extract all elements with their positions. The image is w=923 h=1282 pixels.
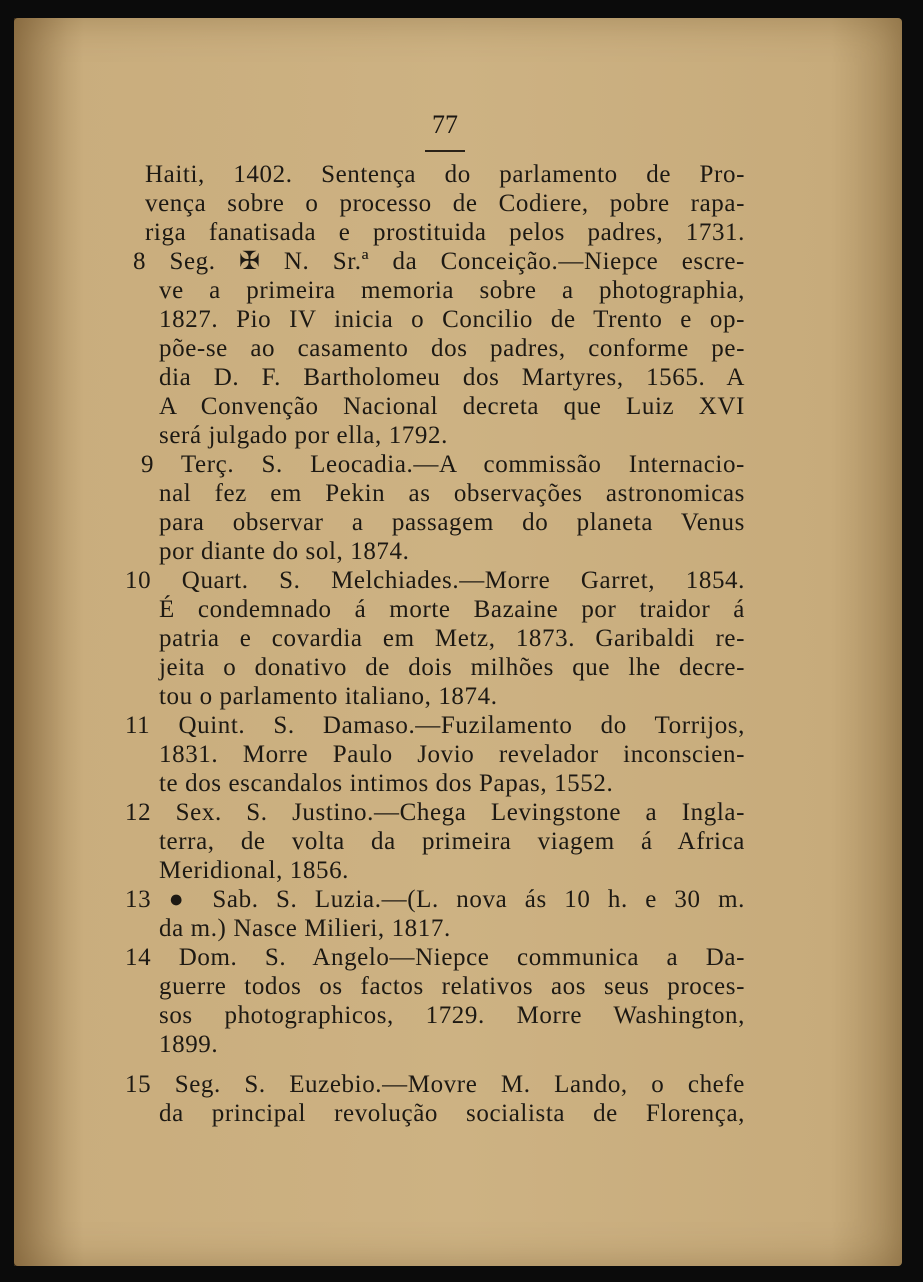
header-rule [425,150,465,152]
text-line: vença sobre o processo de Codiere, pobre rapa- [145,190,745,217]
text-line: 11 Quint. S. Damaso.—Fuzilamento do Torrijos, [125,712,745,739]
text-line: A Convenção Nacional decreta que Luiz XVI [159,393,745,420]
text-line: nal fez em Pekin as observações astronomicas [159,480,745,507]
text-line: patria e covardia em Metz, 1873. Garibaldi re- [159,625,745,652]
text-line: 1827. Pio IV inicia o Concilio de Trento e op- [159,306,745,333]
page-spine-shadow [14,18,84,1266]
text-line: te dos escandalos intimos dos Papas, 1552. [159,770,614,797]
text-line: tou o parlamento italiano, 1874. [159,683,498,710]
text-line: 1899. [159,1031,219,1058]
text-line: para observar a passagem do planeta Venus [159,509,745,536]
text-line: É condemnado á morte Bazaine por traidor á [159,596,745,623]
text-line: riga fanatisada e prostituida pelos padres, 1731. [145,219,745,246]
text-line: dia D. F. Bartholomeu dos Martyres, 1565. A [159,364,745,391]
text-line: será julgado por ella, 1792. [159,422,448,449]
text-line: 1831. Morre Paulo Jovio revelador inconscien- [159,741,745,768]
text-line: sos photographicos, 1729. Morre Washington, [159,1002,745,1029]
text-line: 10 Quart. S. Melchiades.—Morre Garret, 1854. [125,567,745,594]
text-line: ve a primeira memoria sobre a photographia, [159,277,745,304]
text-line: 15 Seg. S. Euzebio.—Movre M. Lando, o chefe [125,1071,745,1098]
text-line: Meridional, 1856. [159,857,350,884]
text-line: da m.) Nasce Milieri, 1817. [159,915,451,942]
page-body [125,160,745,1128]
text-line: terra, de volta da primeira viagem á Africa [159,828,745,855]
text-line: jeita o donativo de dois milhões que lhe decre- [159,654,745,681]
text-line: 14 Dom. S. Angelo—Niepce communica a Da- [125,944,745,971]
page-number: 77 [432,110,458,139]
text-line: da principal revolução socialista de Florença, [159,1100,745,1127]
text-line: 13 ● Sab. S. Luzia.—(L. nova ás 10 h. e 30 m. [125,886,745,913]
text-line: guerre todos os factos relativos aos seus proces- [159,973,745,1000]
text-line: 9 Terç. S. Leocadia.—A commissão Internacio- [141,451,745,478]
text-line: 12 Sex. S. Justino.—Chega Levingstone a Ingla- [125,799,745,826]
text-line: põe-se ao casamento dos padres, conforme pe- [159,335,745,362]
text-line: 8 Seg. ✠ N. Sr.ª da Conceição.—Niepce escre- [133,248,745,275]
text-line: Haiti, 1402. Sentença do parlamento de Pro- [145,161,745,188]
text-line: por diante do sol, 1874. [159,538,410,565]
